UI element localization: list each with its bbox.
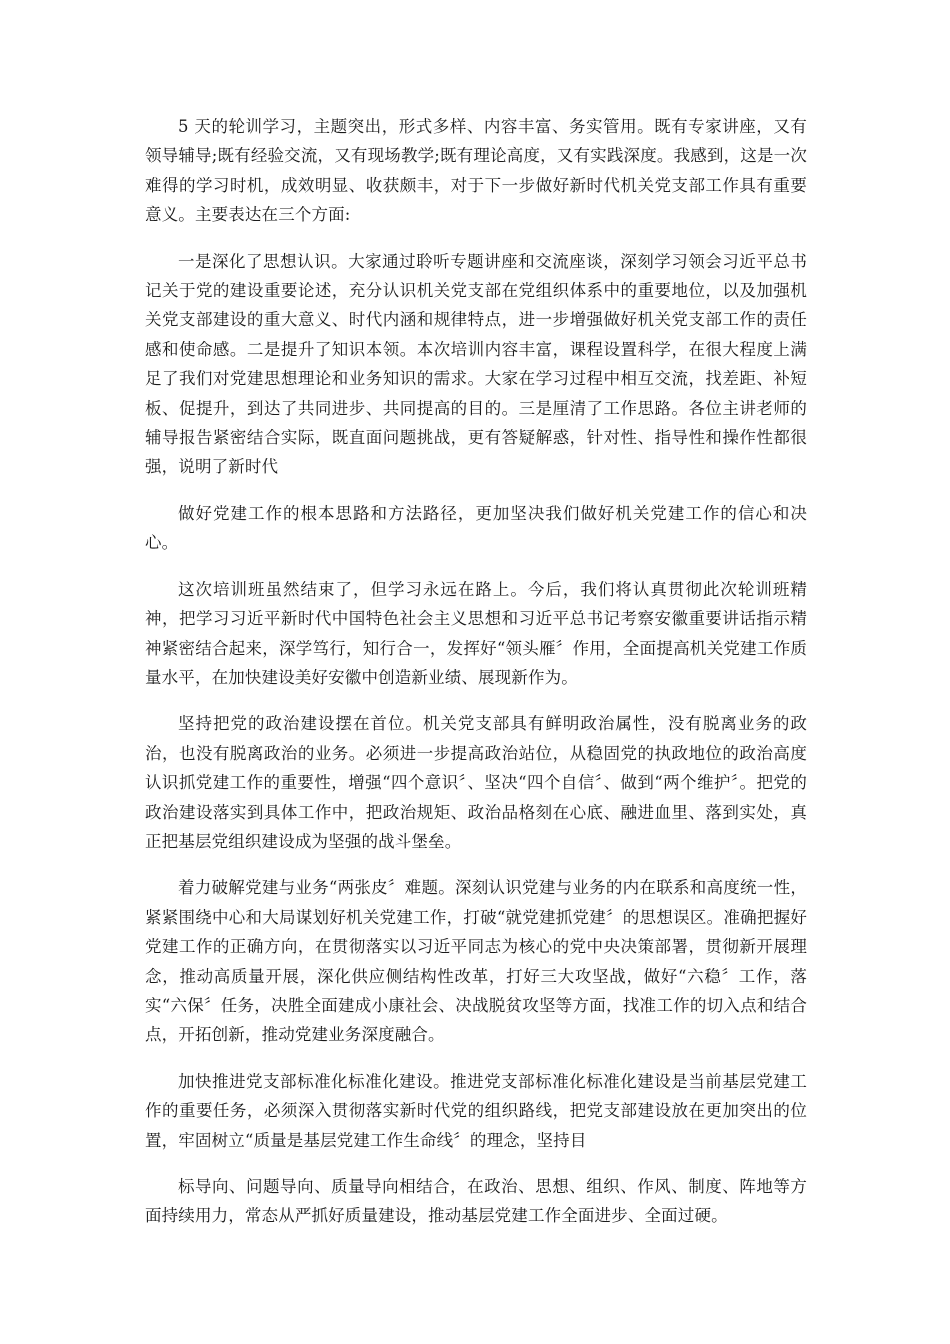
paragraph-future-plan: 这次培训班虽然结束了，但学习永远在路上。今后，我们将认真贯彻此次轮训班精神，把学习习近平新时代中国特色社会主义思想和习近平总书记考察安徽重要讲话指示精神紧密结合起来，深学笃行，知行合一，发挥好“领头雁〞作用，全面提高机关党建工作质量水平，在加快建设美好安徽中创造新业绩、展现新作为。	[145, 579, 807, 687]
paragraph-three-aspects: 一是深化了思想认识。大家通过聆听专题讲座和交流座谈，深刻学习领会习近平总书记关于党的建设重要论述，充分认识机关党支部在党组织体系中的重要地位，以及加强机关党支部建设的重大意义、时代内涵和规律特点，进一步增强做好机关党支部工作的责任感和使命感。二是提升了知识本领。本次培训内容丰富，课程设置科学，在很大程度上满足了我们对党建思想理论和业务知识的需求。大家在学习过程中相互交流，找差距、补短板、促提升，到达了共同进步、共同提高的目的。三是厘清了工作思路。各位主讲老师的辅导报告紧密结合实际，既直面问题挑战，更有答疑解惑，针对性、指导性和操作性都很强，说明了新时代	[145, 251, 807, 477]
paragraph-intro: 5 天的轮训学习，主题突出，形式多样、内容丰富、务实管用。既有专家讲座，又有领导辅导;既有经验交流，又有现场教学;既有理论高度，又有实践深度。我感到，这是一次难得的学习时机，成效明显、收获颇丰，对于下一步做好新时代机关党支部工作具有重要意义。主要表达在三个方面:	[145, 117, 807, 225]
paragraph-political-building: 坚持把党的政治建设摆在首位。机关党支部具有鲜明政治属性，没有脱离业务的政治，也没有脱离政治的业务。必须进一步提高政治站位，从稳固党的执政地位的政治高度认识抓党建工作的重要性，增强“四个意识〞、坚决“四个自信〞、做到“两个维护〞。把党的政治建设落实到具体工作中，把政治规矩、政治品格刻在心底、融进血里、落到实处，真正把基层党组织建设成为坚强的战斗堡垒。	[145, 714, 807, 851]
paragraph-standardization-continued: 标导向、问题导向、质量导向相结合，在政治、思想、组织、作风、制度、阵地等方面持续用力，常态从严抓好质量建设，推动基层党建工作全面进步、全面过硬。	[145, 1177, 807, 1226]
paragraph-party-business-integration: 着力破解党建与业务“两张皮〞难题。深刻认识党建与业务的内在联系和高度统一性，紧紧围绕中心和大局谋划好机关党建工作，打破“就党建抓党建〞的思想误区。准确把握好党建工作的正确方向，在贯彻落实以习近平同志为核心的党中央决策部署，贯彻新开展理念，推动高质量开展，深化供应侧结构性改革，打好三大攻坚战，做好“六稳〞工作，落实“六保〞任务，决胜全面建成小康社会、决战脱贫攻坚等方面，找准工作的切入点和结合点，开拓创新，推动党建业务深度融合。	[145, 878, 807, 1045]
paragraph-standardization: 加快推进党支部标准化标准化建设。推进党支部标准化标准化建设是当前基层党建工作的重要任务，必须深入贯彻落实新时代党的组织路线，把党支部建设放在更加突出的位置，牢固树立“质量是基层党建工作生命线〞的理念，坚持目	[145, 1071, 807, 1150]
document-page	[145, 112, 807, 1248]
paragraph-continuation: 做好党建工作的根本思路和方法路径，更加坚决我们做好机关党建工作的信心和决心。	[145, 503, 807, 553]
